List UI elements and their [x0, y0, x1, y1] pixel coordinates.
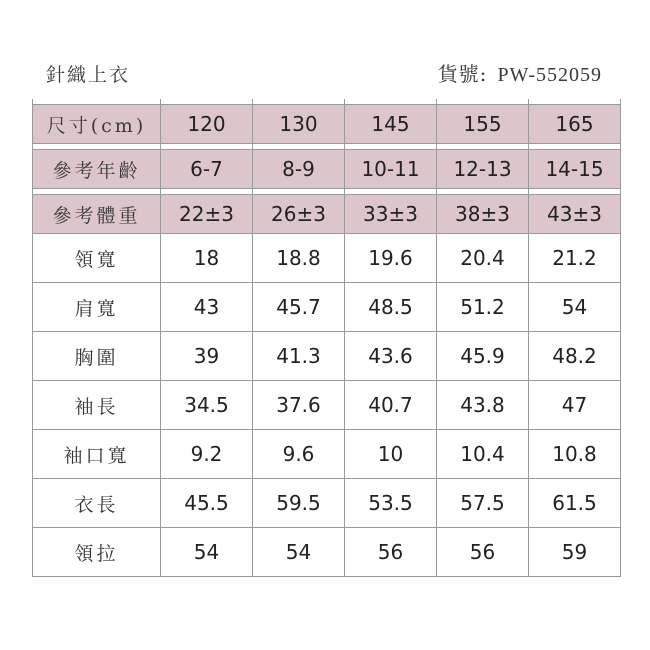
- table-cell: 120: [161, 105, 253, 144]
- row-label: 參考體重: [33, 195, 161, 234]
- table-cell: 33±3: [345, 195, 437, 234]
- table-cell: 59.5: [253, 479, 345, 528]
- row-label: 袖口寬: [33, 430, 161, 479]
- table-cell: 47: [529, 381, 621, 430]
- table-cell: 54: [161, 528, 253, 577]
- table-cell: 54: [529, 283, 621, 332]
- table-cell: 145: [345, 105, 437, 144]
- table-cell: 43.8: [437, 381, 529, 430]
- table-cell: 61.5: [529, 479, 621, 528]
- table-cell: 45.5: [161, 479, 253, 528]
- row-label: 領拉: [33, 528, 161, 577]
- table-cell: 19.6: [345, 234, 437, 283]
- row-label: 胸圍: [33, 332, 161, 381]
- table-cell: 10.8: [529, 430, 621, 479]
- table-cell: 9.2: [161, 430, 253, 479]
- product-name: 針織上衣: [46, 64, 131, 86]
- product-code-label: 貨號:: [437, 62, 488, 86]
- table-cell: 48.5: [345, 283, 437, 332]
- table-cell: 51.2: [437, 283, 529, 332]
- table-cell: 21.2: [529, 234, 621, 283]
- weight-row: [33, 195, 621, 234]
- table-cell: 20.4: [437, 234, 529, 283]
- table-cell: 57.5: [437, 479, 529, 528]
- size-row: [33, 105, 621, 144]
- table-cell: 18: [161, 234, 253, 283]
- table-row: [33, 479, 621, 528]
- table-cell: 40.7: [345, 381, 437, 430]
- table-row: [33, 283, 621, 332]
- table-cell: 10.4: [437, 430, 529, 479]
- table-cell: 56: [345, 528, 437, 577]
- table-cell: 45.7: [253, 283, 345, 332]
- table-row: [33, 528, 621, 577]
- table-cell: 165: [529, 105, 621, 144]
- table-cell: 155: [437, 105, 529, 144]
- table-cell: 22±3: [161, 195, 253, 234]
- table-cell: 59: [529, 528, 621, 577]
- table-cell: 43±3: [529, 195, 621, 234]
- age-row: [33, 150, 621, 189]
- header: [0, 0, 650, 95]
- table-row: [33, 381, 621, 430]
- table-cell: 14-15: [529, 150, 621, 189]
- table-cell: 38±3: [437, 195, 529, 234]
- table-cell: 34.5: [161, 381, 253, 430]
- product-code: [438, 58, 602, 87]
- table-row: [33, 332, 621, 381]
- table-cell: 26±3: [253, 195, 345, 234]
- table-cell: 10: [345, 430, 437, 479]
- row-label: 肩寬: [33, 283, 161, 332]
- table-cell: 45.9: [437, 332, 529, 381]
- table-cell: 53.5: [345, 479, 437, 528]
- table-cell: 8-9: [253, 150, 345, 189]
- table-row: [33, 430, 621, 479]
- row-label: 袖長: [33, 381, 161, 430]
- row-label: 參考年齡: [33, 150, 161, 189]
- size-table: [32, 99, 621, 577]
- table-cell: 39: [161, 332, 253, 381]
- product-code-value: PW-552059: [497, 64, 602, 86]
- table-cell: 130: [253, 105, 345, 144]
- row-label: 領寬: [33, 234, 161, 283]
- table-cell: 48.2: [529, 332, 621, 381]
- table-cell: 54: [253, 528, 345, 577]
- row-label: 衣長: [33, 479, 161, 528]
- table-row: [33, 234, 621, 283]
- table-cell: 9.6: [253, 430, 345, 479]
- row-label: 尺寸(cm): [33, 105, 161, 144]
- table-cell: 12-13: [437, 150, 529, 189]
- table-cell: 37.6: [253, 381, 345, 430]
- table-cell: 56: [437, 528, 529, 577]
- table-cell: 41.3: [253, 332, 345, 381]
- table-cell: 43: [161, 283, 253, 332]
- table-cell: 10-11: [345, 150, 437, 189]
- table-cell: 6-7: [161, 150, 253, 189]
- table-cell: 18.8: [253, 234, 345, 283]
- table-cell: 43.6: [345, 332, 437, 381]
